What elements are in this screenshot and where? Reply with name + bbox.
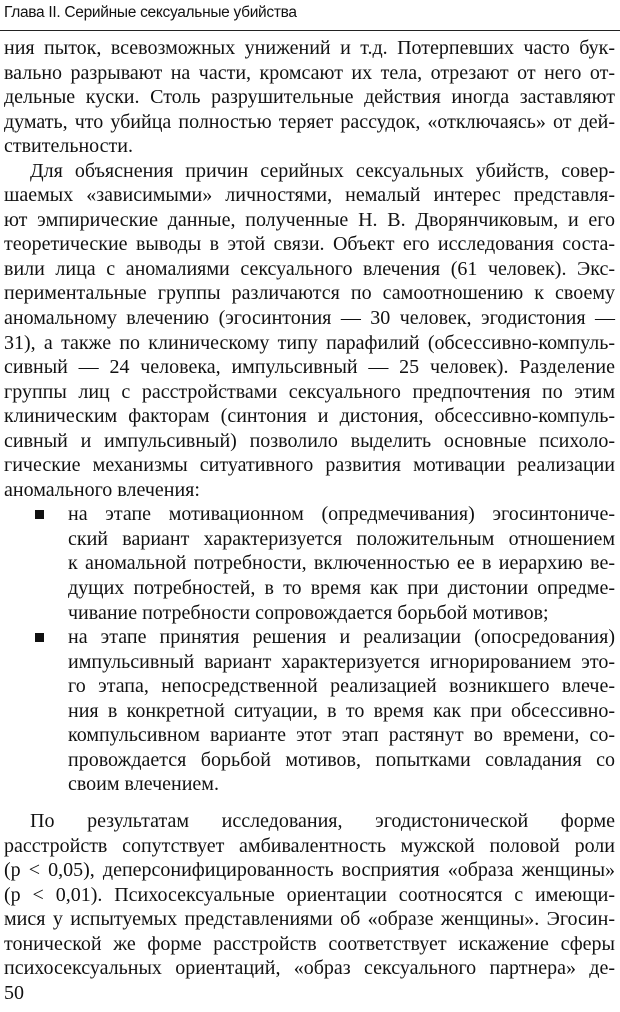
text-line: ют эмпирические данные, полученные Н. В. Дворянчиковым, и его (4, 208, 615, 231)
text-line: гические механизмы ситуативного развития мотивации реализации (4, 454, 615, 477)
text-line: на этапе мотивационном (опредмечивания) эгосинтониче- (68, 503, 615, 526)
text-line: на этапе принятия решения и реализации (опосредования) (68, 626, 615, 649)
text-line: дельные куски. Столь разрушительные действия иногда заставляют (4, 86, 615, 109)
text-line: аномальному влечению (эгосинтония — 30 человек, эгодистония — (4, 307, 615, 330)
page-number: 50 (4, 982, 24, 1004)
text-line: думать, что убийца полностью теряет рассудок, «отключаясь» от дей- (4, 110, 615, 133)
text-line: шаемых «зависимыми» личностями, немалый интерес представля- (4, 184, 615, 207)
paragraph (4, 809, 615, 981)
text-line: аномального влечения: (4, 478, 200, 501)
text-line: своим влечением. (68, 773, 219, 796)
text-line: чивание потребности сопровождается борьбой мотивов; (68, 601, 549, 624)
paragraph (4, 159, 615, 503)
text-line: компульсивном варианте этот этап растянут во времени, со- (68, 724, 615, 747)
chapter-title: Глава II. Серийные сексуальные убийства (4, 4, 297, 21)
text-line: ния пыток, всевозможных унижений и т.д. Потерпевших часто бук- (4, 37, 615, 59)
text-line: (р < 0,05), деперсонифицированность восприятия «образа женщины» (4, 859, 615, 882)
text-line: (р < 0,01). Психосексуальные ориентации соотносятся с имеющи- (4, 883, 615, 906)
text-line: теоретические выводы в этой связи. Объект его исследования соста- (4, 233, 615, 256)
bullet-square-icon (35, 633, 44, 642)
text-line: импульсивный вариант характеризуется игнорированием это- (68, 650, 615, 673)
text-line: периментальные группы различаются по самоотношению к своему (4, 282, 615, 305)
text-line: провождается борьбой мотивов, попытками совладания со (68, 748, 615, 771)
text-line: ния в конкретной ситуации, в то время как при обсессивно- (68, 699, 615, 722)
text-line: дущих потребностей, в то время как при дистонии опредме- (68, 577, 615, 600)
text-line: психосексуальных ориентаций, «образ сексуального партнера» де- (4, 957, 615, 980)
bullet-item (4, 502, 615, 625)
text-line: группы лиц с расстройствами сексуального предпочтения по этим (4, 380, 615, 403)
text-line: По результатам исследования, эгодистонической форме (30, 809, 615, 832)
text-line: ствительности. (4, 135, 134, 158)
text-line: сивный и импульсивный) позволило выделить основные психоло- (4, 429, 615, 452)
text-line: 31), а также по клиническому типу парафилий (обсессивно-компуль- (4, 331, 615, 354)
bullet-square-icon (35, 510, 44, 519)
running-header (0, 0, 620, 31)
text-line: Для объяснения причин серийных сексуальных убийств, совер- (30, 159, 615, 182)
bullet-item (4, 625, 615, 797)
paragraph-spacer (4, 797, 615, 809)
paragraph (4, 36, 615, 159)
text-line: сивный — 24 человека, импульсивный — 25 человек). Разделение (4, 356, 615, 379)
text-line: вили лица с аномалиями сексуального влечения (61 человек). Экс- (4, 257, 615, 280)
text-line: тонической же форме расстройств соответствует искажение сферы (4, 932, 615, 955)
page-body (4, 36, 615, 981)
text-line: клиническим факторам (синтония и дистония, обсессивно-компуль- (4, 405, 615, 428)
text-line: го этапа, непосредственной реализацией возникшего влече- (68, 675, 615, 698)
text-line: расстройств сопутствует амбивалентность мужской половой роли (4, 834, 615, 857)
text-line: мися у испытуемых представлениями об «образе женщины». Эгосин- (4, 908, 615, 931)
text-line: вально разрывают на части, кромсают их тела, отрезают от него от- (4, 61, 615, 84)
text-line: ский вариант характеризуется положительным отношением (68, 527, 615, 550)
text-line: к аномальной потребности, включенностью ее в иерархию ве- (68, 552, 615, 575)
